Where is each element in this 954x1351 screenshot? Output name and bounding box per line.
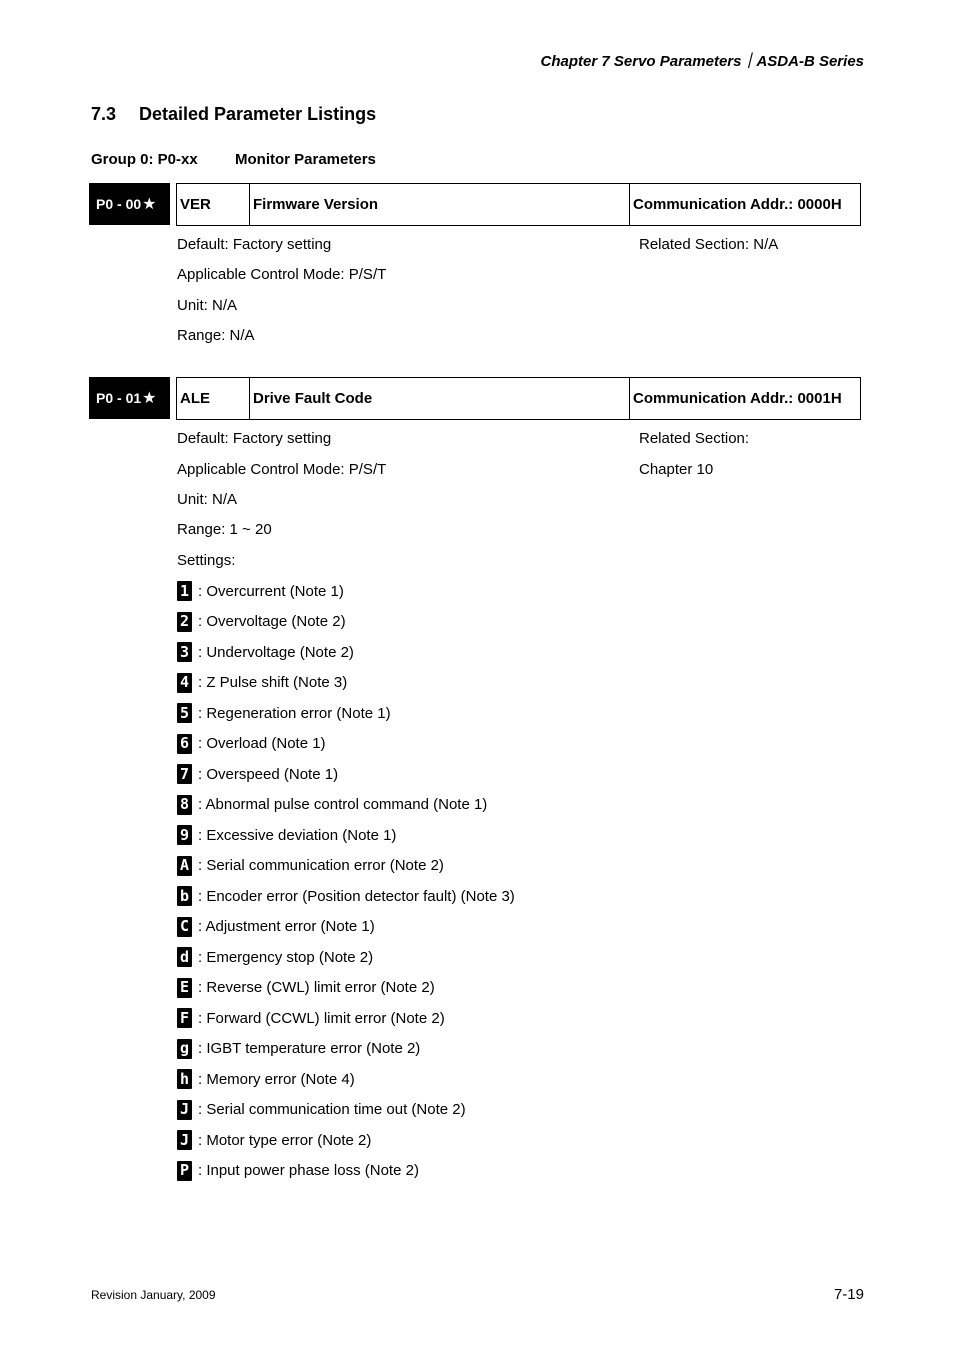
footer-page-number: 7-19 (833, 1286, 864, 1303)
setting-item (177, 580, 344, 602)
setting-item (177, 733, 326, 755)
setting-text: : Regeneration error (Note 1) (198, 704, 391, 722)
setting-item (177, 702, 391, 724)
setting-text: : Undervoltage (Note 2) (198, 643, 354, 661)
seven-segment-icon: 8 (177, 795, 192, 815)
seven-segment-icon: 5 (177, 703, 192, 723)
setting-text: : IGBT temperature error (Note 2) (198, 1040, 421, 1057)
setting-item (177, 824, 396, 846)
param-name: Drive Fault Code (250, 378, 630, 419)
setting-item (177, 1129, 371, 1151)
setting-item (177, 855, 444, 877)
seven-segment-icon: F (177, 1008, 192, 1028)
setting-item (177, 1038, 420, 1060)
seven-segment-icon: 4 (177, 673, 192, 693)
param-table-p0-00 (176, 183, 861, 226)
setting-text: : Forward (CCWL) limit error (Note 2) (198, 1009, 445, 1027)
param-range: Range: N/A (177, 327, 255, 344)
setting-item (177, 1068, 355, 1090)
setting-item (177, 611, 346, 633)
setting-text: : Excessive deviation (Note 1) (198, 826, 397, 844)
param-comm-addr: Communication Addr.: 0001H (633, 390, 842, 407)
param-default: Default: Factory setting (177, 430, 332, 447)
param-unit: Unit: N/A (177, 297, 238, 314)
param-table-p0-01 (176, 377, 861, 420)
seven-segment-icon: P (177, 1161, 192, 1181)
section-title (91, 104, 376, 125)
section-title-text: Detailed Parameter Listings (139, 104, 377, 124)
param-control-mode: Applicable Control Mode: P/S/T (177, 461, 387, 478)
param-control-mode: Applicable Control Mode: P/S/T (177, 266, 387, 283)
star-icon: ★ (142, 196, 157, 213)
seven-segment-icon: b (177, 886, 192, 906)
seven-segment-icon: 9 (177, 825, 192, 845)
setting-item (177, 1099, 466, 1121)
param-unit: Unit: N/A (177, 491, 238, 508)
setting-text: : Emergency stop (Note 2) (198, 948, 374, 966)
group-title-text: Monitor Parameters (235, 151, 376, 168)
setting-text: : Motor type error (Note 2) (198, 1131, 372, 1149)
param-related-section: Related Section: (639, 430, 750, 447)
setting-text: : Serial communication error (Note 2) (198, 857, 444, 874)
param-related-chapter: Chapter 10 (639, 461, 714, 478)
setting-item (177, 885, 515, 907)
seven-segment-icon: 1 (177, 581, 192, 601)
seven-segment-icon: 7 (177, 764, 192, 784)
setting-text: : Memory error (Note 4) (198, 1070, 355, 1088)
seven-segment-icon: 3 (177, 642, 192, 662)
setting-item (177, 1160, 419, 1182)
setting-text: : Overvoltage (Note 2) (198, 613, 346, 630)
setting-text: : Serial communication time out (Note 2) (198, 1101, 466, 1118)
setting-text: : Adjustment error (Note 1) (198, 918, 375, 935)
star-icon: ★ (142, 390, 157, 407)
setting-text: : Overcurrent (Note 1) (198, 582, 344, 600)
param-label-p0-00 (89, 183, 170, 225)
footer-revision: Revision January, 2009 (91, 1288, 216, 1302)
seven-segment-icon: h (177, 1069, 192, 1089)
group-title (91, 151, 376, 168)
seven-segment-icon: J (177, 1100, 192, 1120)
setting-item (177, 763, 338, 785)
setting-item (177, 672, 347, 694)
section-number: 7.3 (91, 104, 117, 124)
param-related-section: Related Section: N/A (639, 236, 779, 253)
seven-segment-icon: 2 (177, 612, 192, 632)
param-comm-addr: Communication Addr.: 0000H (633, 196, 842, 213)
seven-segment-icon: C (177, 917, 192, 937)
setting-text: : Abnormal pulse control command (Note 1) (198, 796, 488, 813)
page-header: Chapter 7 Servo Parameters｜ASDA-B Series (540, 53, 864, 70)
param-label-text: P0 - 01 (96, 390, 142, 406)
setting-text: : Z Pulse shift (Note 3) (198, 674, 348, 691)
seven-segment-icon: 6 (177, 734, 192, 754)
setting-item (177, 977, 435, 999)
setting-text: : Input power phase loss (Note 2) (198, 1162, 419, 1179)
setting-text: : Overload (Note 1) (198, 735, 326, 752)
setting-item (177, 1007, 445, 1029)
param-label-p0-01 (89, 377, 170, 419)
param-label-text: P0 - 00 (96, 196, 142, 212)
param-code: ALE (177, 378, 250, 419)
setting-item (177, 946, 373, 968)
seven-segment-icon: A (177, 856, 192, 876)
setting-item (177, 641, 354, 663)
param-name: Firmware Version (250, 184, 630, 225)
seven-segment-icon: J (177, 1130, 192, 1150)
setting-item (177, 916, 375, 938)
group-name: Group 0: P0-xx (91, 151, 198, 168)
setting-text: : Encoder error (Position detector fault) (Note 3) (198, 887, 515, 905)
param-default: Default: Factory setting (177, 236, 332, 253)
param-settings-label: Settings: (177, 552, 236, 569)
setting-text: : Reverse (CWL) limit error (Note 2) (198, 979, 435, 996)
seven-segment-icon: d (177, 947, 192, 967)
setting-text: : Overspeed (Note 1) (198, 765, 339, 783)
seven-segment-icon: g (177, 1039, 192, 1059)
param-code: VER (177, 184, 250, 225)
setting-item (177, 794, 487, 816)
param-range: Range: 1 ~ 20 (177, 521, 272, 538)
seven-segment-icon: E (177, 978, 192, 998)
